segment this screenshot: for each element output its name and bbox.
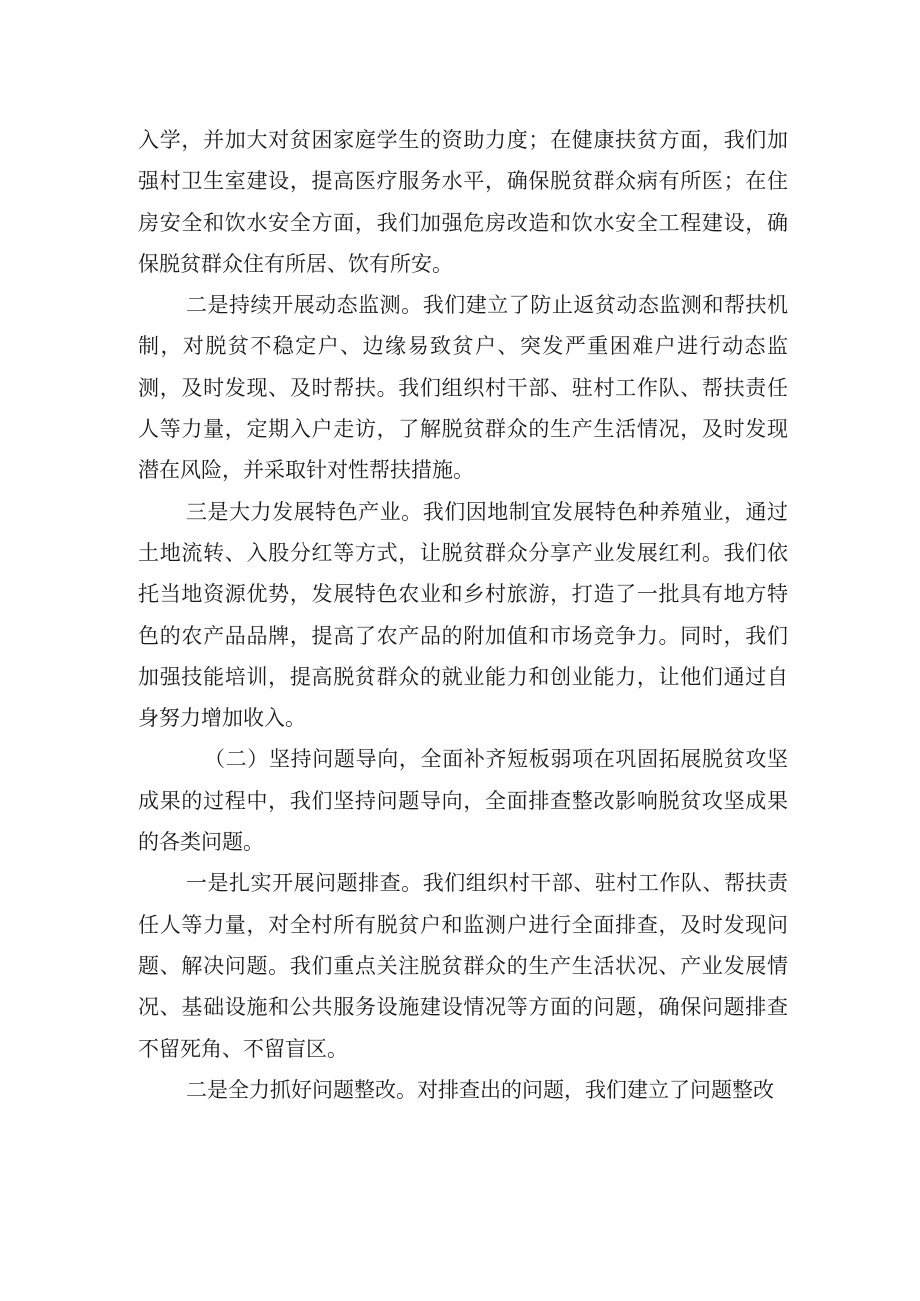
paragraph-continuation: 入学，并加大对贫困家庭学生的资助力度；在健康扶贫方面，我们加强村卫生室建设，提高医疗服务水平，确保脱贫群众病有所医；在住房安全和饮水安全方面，我们加强危房改造和饮水安全工程建设，确保脱贫群众住有所居、饮有所安。 [138,128,788,276]
section-heading-problem-oriented: （二）坚持问题导向，全面补齐短板弱项在巩固拓展脱贫攻坚成果的过程中，我们坚持问题导向，全面排查整改影响脱贫攻坚成果的各类问题。 [138,747,788,855]
document-body [138,120,788,1111]
paragraph-problem-rectification: 二是全力抓好问题整改。对排查出的问题，我们建立了问题整改 [186,1077,774,1102]
paragraph-dynamic-monitoring: 二是持续开展动态监测。我们建立了防止返贫动态监测和帮扶机制，对脱贫不稳定户、边缘易致贫户、突发严重困难户进行动态监测，及时发现、及时帮扶。我们组织村干部、驻村工作队、帮扶责任人等力量，定期入户走访，了解脱贫群众的生产生活情况，及时发现潜在风险，并采取针对性帮扶措施。 [138,293,788,483]
paragraph-characteristic-industry: 三是大力发展特色产业。我们因地制宜发展特色种养殖业，通过土地流转、入股分红等方式，让脱贫群众分享产业发展红利。我们依托当地资源优势，发展特色农业和乡村旅游，打造了一批具有地方特色的农产品品牌，提高了农产品的附加值和市场竞争力。同时，我们加强技能培训，提高脱贫群众的就业能力和创业能力，让他们通过自身努力增加收入。 [138,499,788,731]
paragraph-problem-screening: 一是扎实开展问题排查。我们组织村干部、驻村工作队、帮扶责任人等力量，对全村所有脱贫户和监测户进行全面排查，及时发现问题、解决问题。我们重点关注脱贫群众的生产生活状况、产业发展情况、基础设施和公共服务设施建设情况等方面的问题，确保问题排查不留死角、不留盲区。 [138,871,788,1061]
